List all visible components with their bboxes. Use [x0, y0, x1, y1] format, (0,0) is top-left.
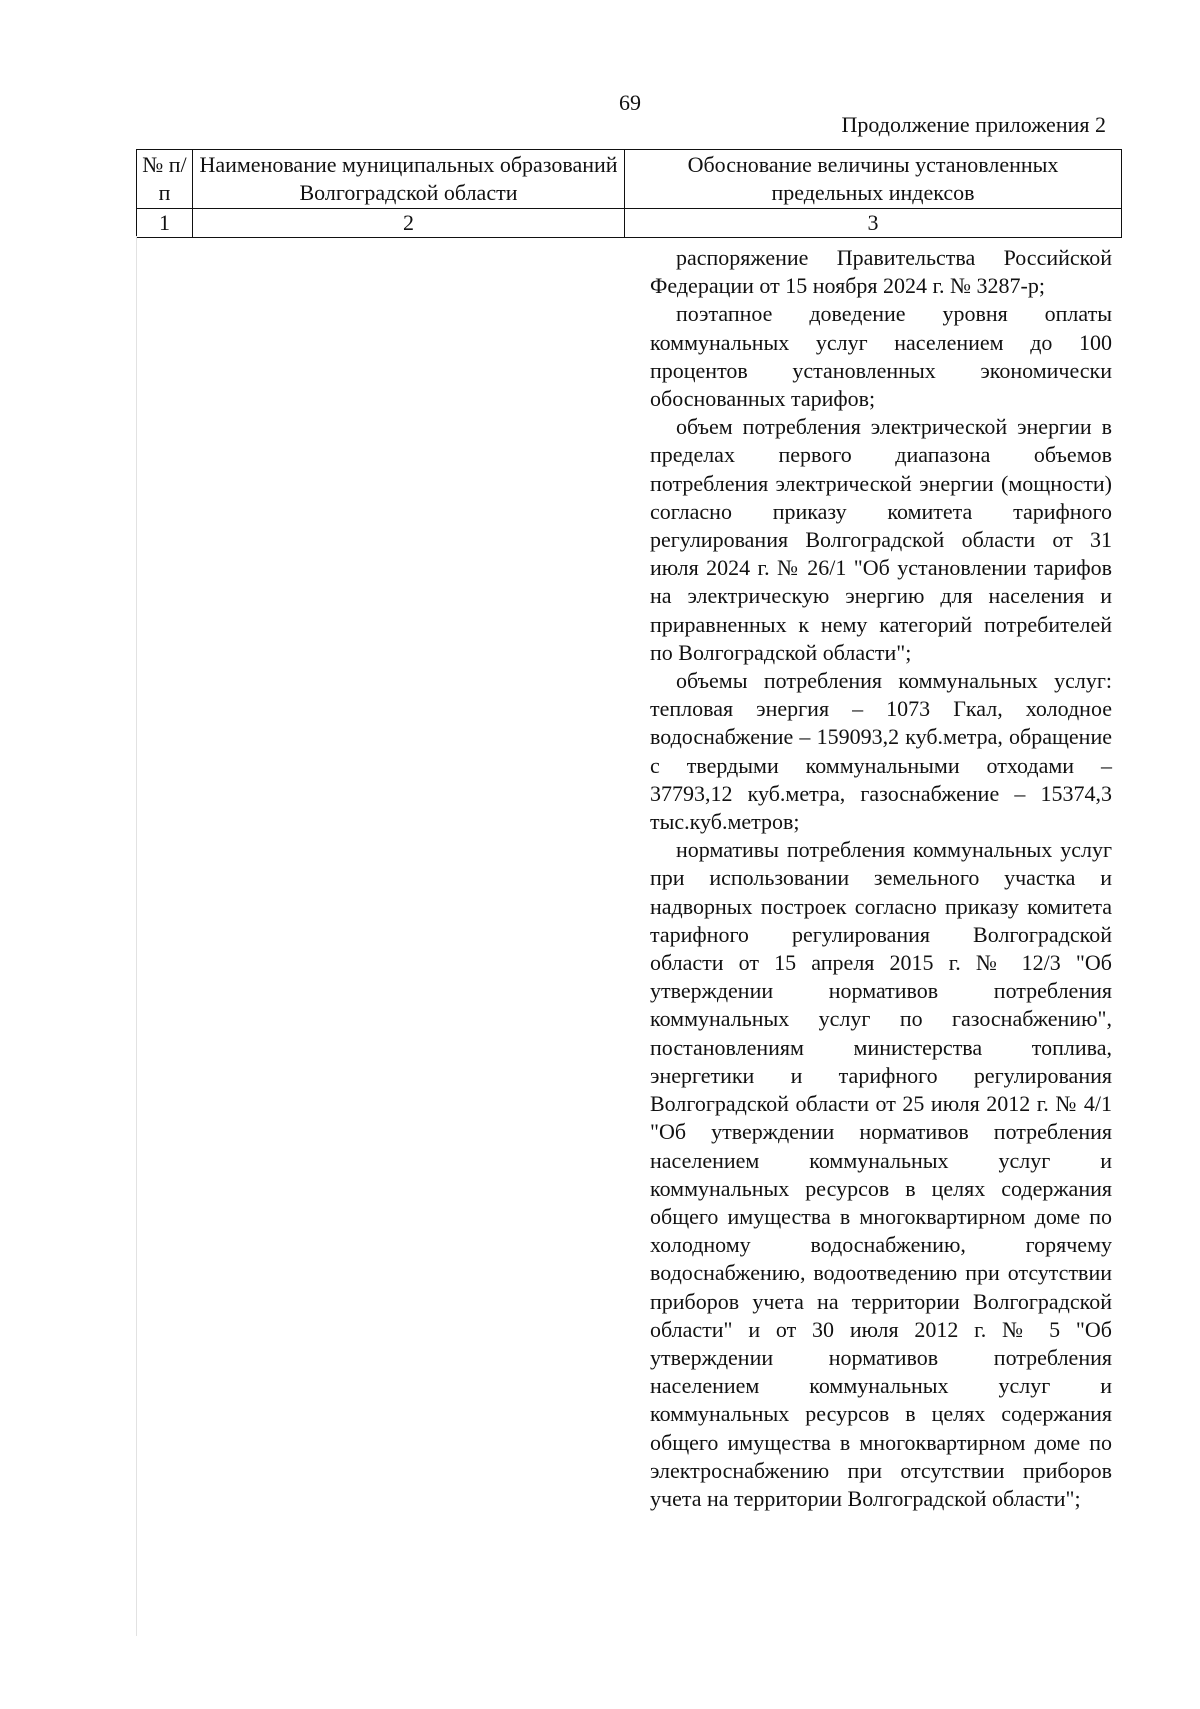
paragraph-gradual-payment: поэтапное доведение уровня оплаты коммунальных услуг населением до 100 процентов установленных экономически обоснованных тарифов; — [650, 301, 1112, 412]
paragraph-electricity-volume: объем потребления электрической энергии в пределах первого диапазона объемов потребления электрической энергии (мощности) согласно приказу комитета тарифного регулирования Волгоградской области от 31 июля 2024 г. № 26/1 "Об установлении тарифов на электрическую энергию для населения и приравненных к нему категорий потребителей по Волгоградской области"; — [650, 414, 1112, 665]
column-number-1: 1 — [137, 209, 193, 238]
faint-column-line — [136, 236, 137, 1636]
paragraph-utility-volumes: объемы потребления коммунальных услуг: тепловая энергия – 1073 Гкал, холодное водоснабжение – 159093,2 куб.метра, обращение с твердыми коммунальными отходами – 37793,12 куб.метра, газоснабжение – 15374,3 тыс.куб.метров; — [650, 668, 1112, 835]
column-header-justification: Обоснование величины установленных предельных индексов — [625, 150, 1122, 209]
paragraph-government-order: распоряжение Правительства Российской Федерации от 15 ноября 2024 г. № 3287-р; — [650, 245, 1112, 299]
justification-text — [650, 244, 1112, 1513]
appendix-table-header — [136, 149, 1122, 238]
paragraph-consumption-norms: нормативы потребления коммунальных услуг при использовании земельного участка и надворных построек согласно приказу комитета тарифного регулирования Волгоградской области от 15 апреля 2015 г. № 12/3 "Об утверждении нормативов потребления коммунальных услуг по газоснабжению", постановлениям министерства топлива, энергетики и тарифного регулирования Волгоградской области от 25 июля 2012 г. № 4/1 "Об утверждении нормативов потребления населением коммунальных услуг и коммунальных ресурсов в целях содержания общего имущества в многоквартирном доме по холодному водоснабжению, горячему водоснабжению, водоотведению при отсутствии приборов учета на территории Волгоградской области" и от 30 июля 2012 г. № 5 "Об утверждении нормативов потребления населением коммунальных услуг и коммунальных ресурсов в целях содержания общего имущества в многоквартирном доме по электроснабжению при отсутствии приборов учета на территории Волгоградской области"; — [650, 837, 1112, 1511]
table-column-numbers-row — [137, 209, 1122, 238]
appendix-continuation-note: Продолжение приложения 2 — [841, 112, 1106, 137]
column-header-municipality: Наименование муниципальных образований Волгоградской области — [193, 150, 625, 209]
column-header-number: № п/п — [137, 150, 193, 209]
column-number-3: 3 — [625, 209, 1122, 238]
page-number: 69 — [619, 90, 641, 115]
table-header-row — [137, 150, 1122, 209]
column-number-2: 2 — [193, 209, 625, 238]
